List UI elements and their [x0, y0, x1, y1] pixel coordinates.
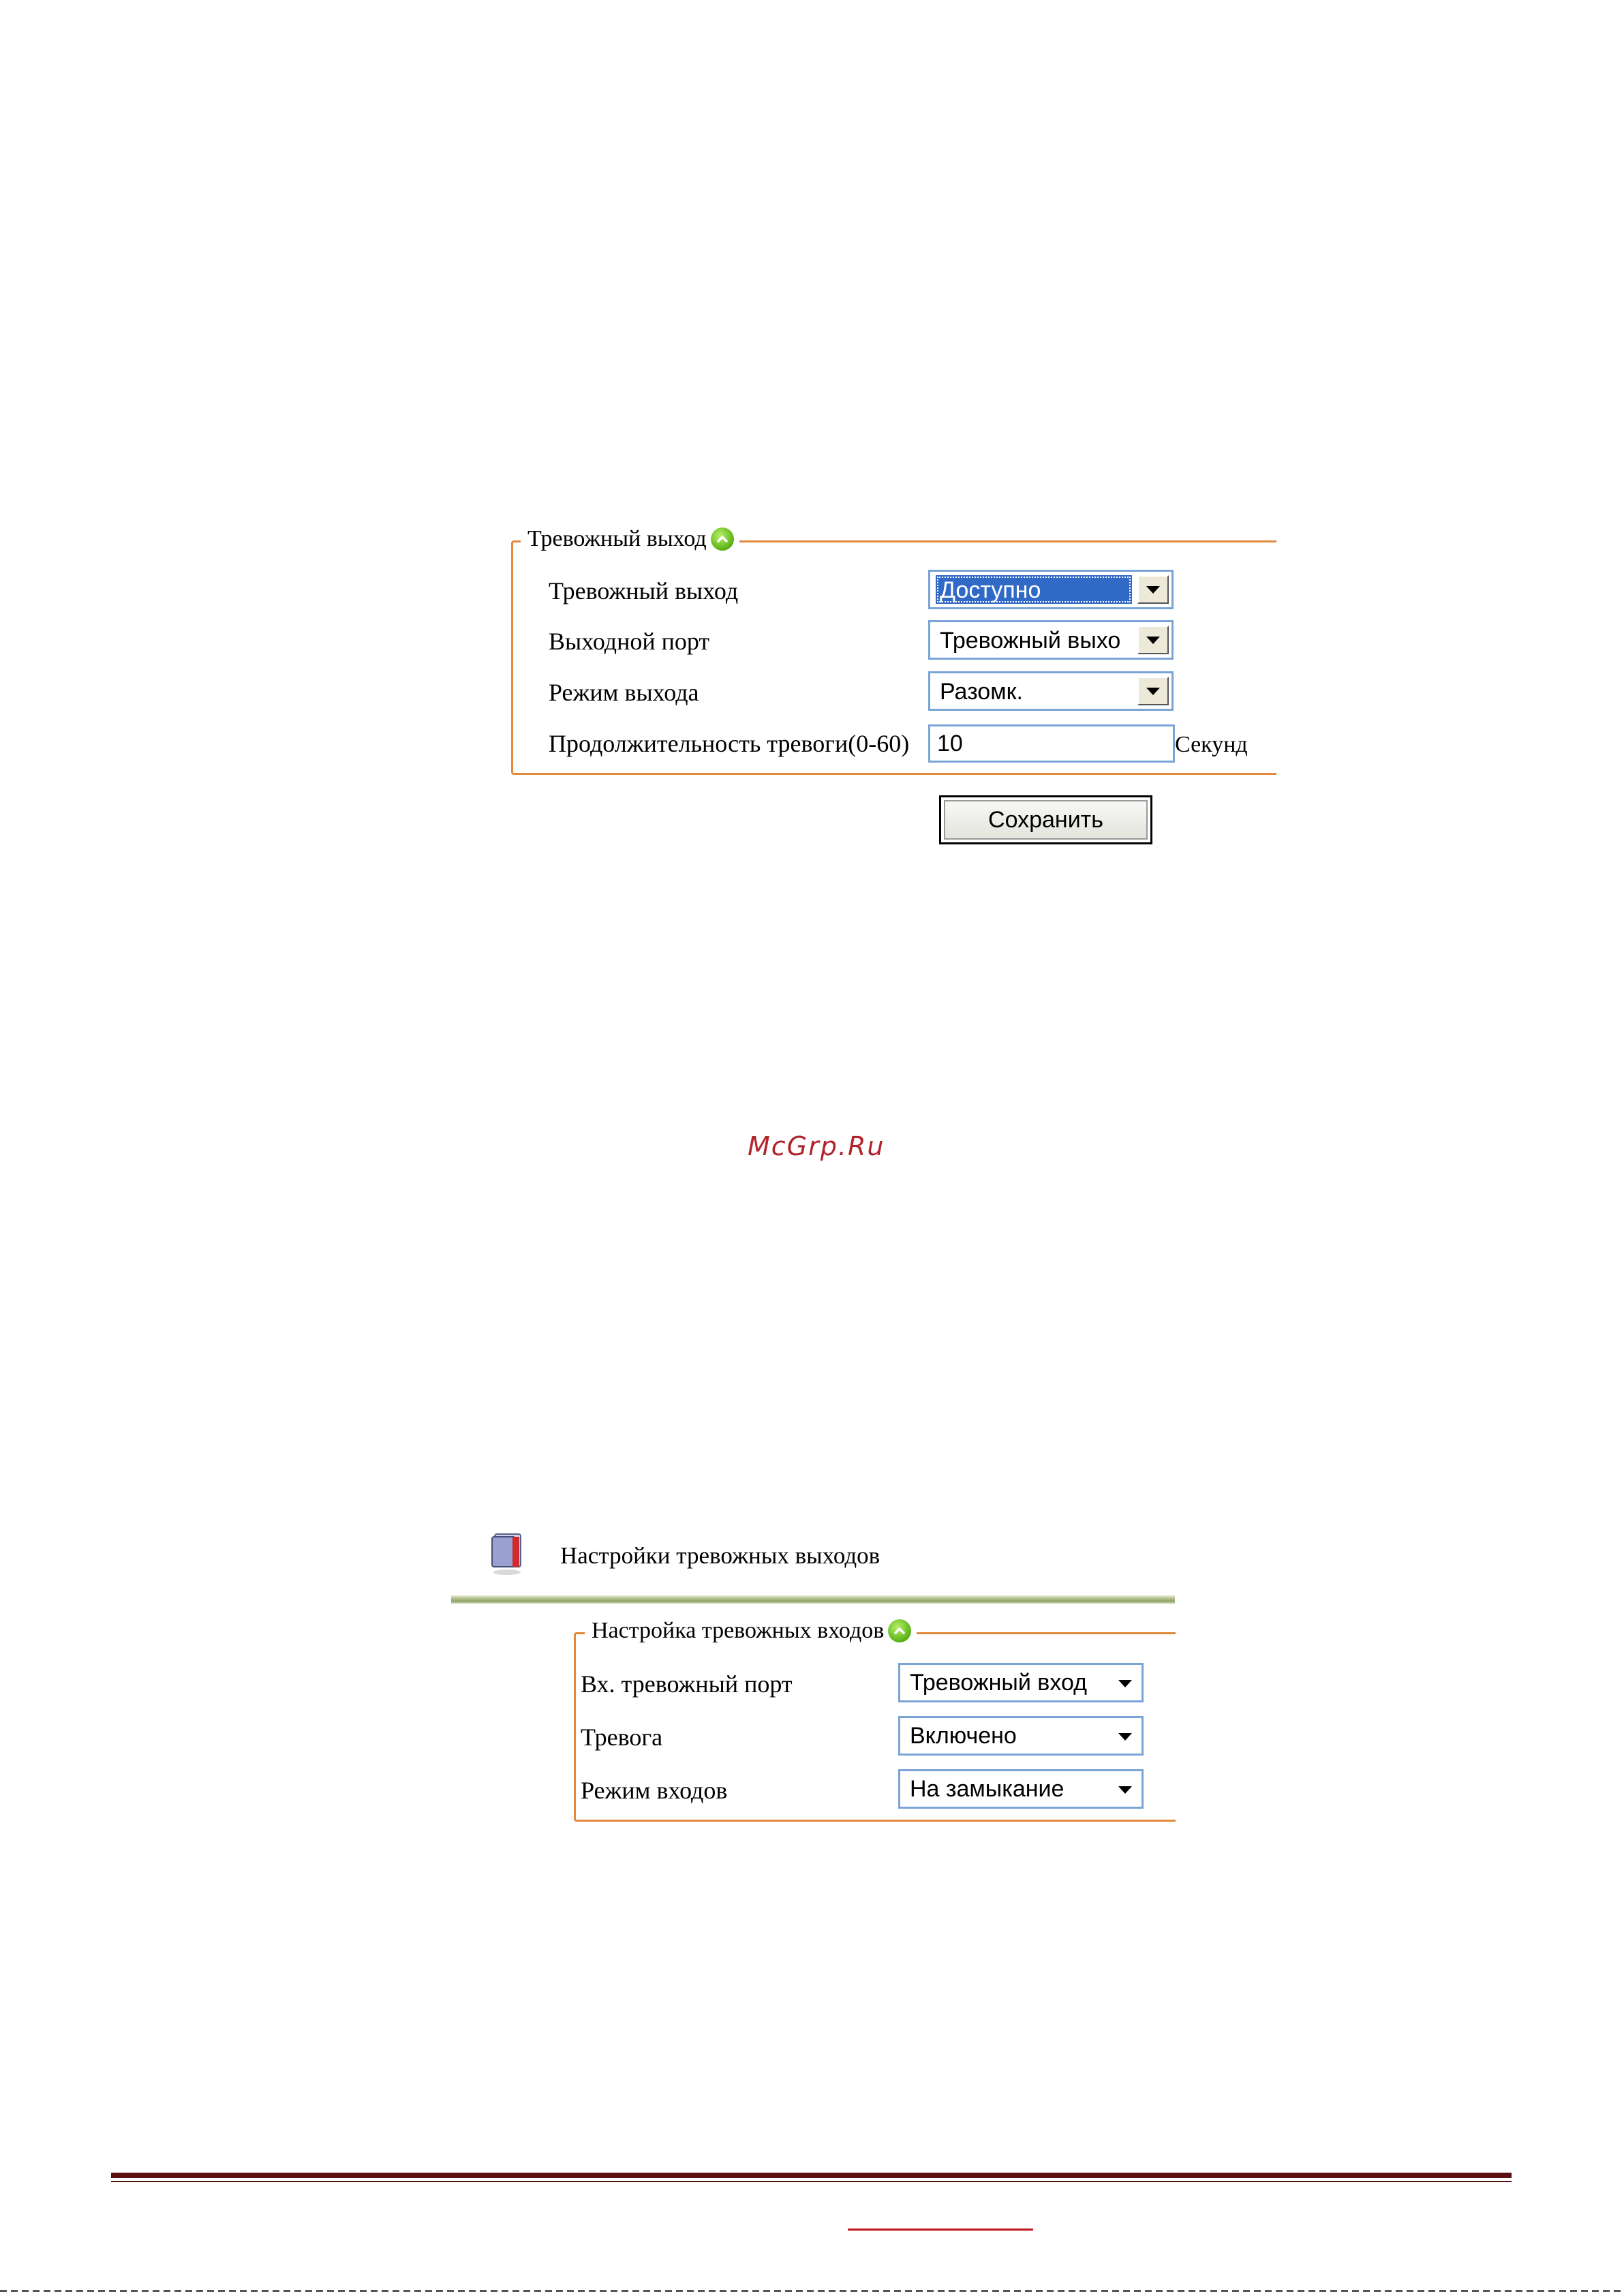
input-port-select[interactable] — [898, 1663, 1144, 1702]
alarm-output-legend-text: Тревожный выход — [527, 526, 707, 551]
watermark-text: McGrp.Ru — [748, 1131, 885, 1161]
alarm-select[interactable] — [898, 1716, 1144, 1756]
output-mode-select[interactable] — [928, 671, 1174, 711]
save-button-label: Сохранить — [944, 800, 1148, 840]
output-port-label: Выходной порт — [549, 628, 710, 655]
alarm-duration-unit: Секунд — [1175, 732, 1248, 757]
alarm-input-legend — [585, 1618, 917, 1644]
alarm-label: Тревога — [581, 1724, 663, 1751]
alarm-output-select[interactable] — [928, 570, 1174, 609]
input-port-value: Тревожный вход — [910, 1670, 1087, 1696]
dropdown-arrow-icon[interactable] — [1137, 575, 1169, 604]
footer-rule-thin — [111, 2181, 1512, 2182]
save-button[interactable] — [939, 795, 1152, 844]
output-port-select[interactable] — [928, 620, 1174, 660]
input-mode-select[interactable] — [898, 1769, 1144, 1809]
alarm-output-legend — [521, 526, 739, 552]
footer-link-underline[interactable] — [848, 2229, 1033, 2231]
collapse-icon[interactable] — [888, 1619, 911, 1642]
output-port-value: Тревожный выхо — [940, 628, 1121, 654]
alarm-output-label: Тревожный выход — [549, 577, 739, 604]
dropdown-arrow-icon[interactable] — [1118, 1733, 1132, 1741]
input-port-label: Вх. тревожный порт — [581, 1670, 793, 1698]
dropdown-arrow-icon[interactable] — [1137, 626, 1169, 654]
alarm-duration-label: Продолжительность тревоги(0-60) — [549, 730, 910, 757]
footer-rule — [111, 2173, 1512, 2178]
output-mode-value: Разомк. — [940, 679, 1023, 705]
dropdown-arrow-icon[interactable] — [1118, 1786, 1132, 1794]
dropdown-arrow-icon[interactable] — [1118, 1680, 1132, 1687]
settings-header-title: Настройки тревожных выходов — [560, 1542, 880, 1569]
header-divider — [451, 1595, 1175, 1604]
alarm-value: Включено — [910, 1723, 1017, 1749]
collapse-icon[interactable] — [711, 527, 734, 551]
alarm-input-legend-text: Настройка тревожных входов — [592, 1618, 885, 1643]
settings-page-icon — [489, 1530, 525, 1578]
page-bottom-edge — [0, 2290, 1624, 2292]
dropdown-arrow-icon[interactable] — [1137, 677, 1169, 705]
alarm-output-value: Доступно — [936, 575, 1132, 604]
alarm-duration-input[interactable]: 10 — [928, 724, 1175, 763]
input-mode-label: Режим входов — [581, 1777, 728, 1804]
output-mode-label: Режим выхода — [549, 679, 699, 706]
input-mode-value: На замыкание — [910, 1776, 1064, 1802]
